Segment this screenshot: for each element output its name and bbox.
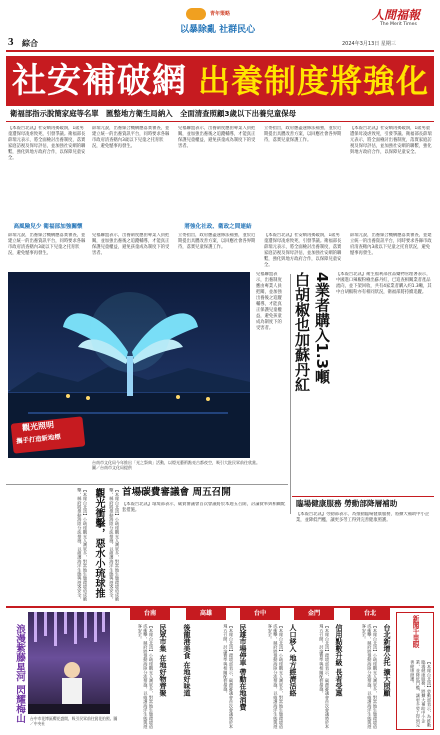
bottom-col-text-3: 【本報台北訊】小琉球觀光人潮眾多，對當地生態環境造成衝擊，縣府將推動海陸分流措施，以維護海洋生態與遊客安全。: [267, 624, 284, 729]
region-tab-kaohsiung: 高雄: [186, 608, 226, 620]
section-label: 綜合: [22, 39, 38, 48]
vertical-headline-1: 白胡椒也加蘇丹紅: [293, 272, 311, 392]
lower-b-text: 【本報台北訊】環境部表示，碳費審議會首次會議將於本週五召開，討論費率與相關配套措施。: [122, 502, 286, 513]
headline-left: 社安補破網: [12, 61, 187, 101]
lower-rule: [6, 484, 288, 485]
lead-article-col5b: 薛瑞元說，出養媒合機構應落實審查，並建立統一的出養資訊平台，同時要求各縣市政府清查轄內3歲以下兒童之托育狀況，避免憾事再發生。: [350, 233, 432, 256]
bottom-col-text-5: 【本報台北訊】小琉球觀光人潮眾多，對當地生態環境造成衝擊，縣府將推動海陸分流措施，以維護海洋生態與遊客安全。: [361, 624, 378, 729]
bottom-vertical-head-1: 民眾市集 在地好物齊聚: [159, 624, 167, 697]
photo-badge-line2: 攜手打造新地標: [15, 432, 62, 446]
headline-sub: 衛福部指示脫簡家庭等名單 匯整地方衛生局納入 全面清查照顧3歲以下出養兒童保母: [10, 109, 296, 118]
photo-side-col: 兒福聯盟表示，出養制度應由專業人員把關，並加強出養後之追蹤輔導，才能真正保護兒童權益，避免孩童成為制度下的受害者。: [256, 272, 282, 331]
vertical-head-divider: [290, 274, 291, 514]
bottom-vertical-head-2: 後龍港美食 在地好味道: [183, 624, 191, 697]
news-box-title: 新聞千里眼: [411, 615, 419, 648]
bottom-photo-caption: 台中市花博區櫻花盛開，吸引民眾前往賞花拍照。圖／中央社: [30, 716, 118, 726]
photo-caption: 台南市文化局今年推出「光之祭典」活動，以燈光藝術點亮古都夜空，吸引大批民眾前往欣賞。圖／台南市文化局提供: [92, 460, 260, 471]
page-number: 3: [8, 36, 14, 48]
bottom-col-text-2: 【本報台北訊】環境部表示，碳費審議會首次會議將於本週五召開，討論費率與相關配套措施。: [223, 624, 234, 729]
bottom-photo-illustration: [28, 612, 110, 714]
region-tab-taichung: 台中: [240, 608, 280, 620]
bottom-vertical-head-0: 浪漫紫藤星河 閃耀梅山: [14, 624, 25, 724]
second-head-rule: [292, 496, 434, 497]
subhead-a: 高風險兒少 衛福部加強關懷: [13, 224, 83, 230]
lead-article-col5: 【本報台北訊】社安網再揭破洞，1歲男童遭保母凌虐致死，引發爭議。衛福部長薛瑞元表示，將全面檢討出養制度，落實家庭訪視及保母評估，並加強社安網的聯繫，強化與地方政府合作，以保障兒童安全。: [350, 126, 432, 155]
lead-article-col2b: 兒福聯盟表示，出養制度應由專業人員把關，並加強出養後之追蹤輔導，才能真正保護兒童權益，避免孩童成為制度下的受害者。: [92, 233, 170, 256]
lead-article-col3b: 立委指出，政府應盡速修法補強，並於近期提出具體改善方案，以回應社會各界期待，落實兒童保護工作。: [178, 233, 256, 250]
lower-left-text: 【本報台北訊】小琉球觀光人潮眾多，對當地生態環境造成衝擊，縣府將推動海陸分流措施，以維護海洋生態與遊客安全。: [77, 488, 88, 602]
second-article: 【本報台北訊】勞動部表示，為推動臨場健康服務，將擴大補助中小企業，並降低門檻，讓更多勞工得到完善健康照護。: [296, 512, 430, 523]
lower-a-text: 【本報台北訊】小琉球觀光人潮眾多，對當地生態環境造成衝擊，縣府將推動海陸分流措施，以維護海洋生態與遊客安全。: [109, 488, 120, 602]
bottom-col-text-1: 【本報台北訊】小琉球觀光人潮眾多，對當地生態環境造成衝擊，縣府將推動海陸分流措施，以維護海洋生態與遊客安全。: [137, 624, 154, 729]
lead-article-col3: 兒福聯盟表示，出養制度應由專業人員把關，並加強出養後之追蹤輔導，才能真正保護兒童權益，避免孩童成為制度下的受害者。: [178, 126, 256, 149]
lead-article-col2: 薛瑞元說，出養媒合機構應落實審查，並建立統一的出養資訊平台，同時要求各縣市政府清查轄內3歲以下兒童之托育狀況，避免憾事再發生。: [92, 126, 170, 149]
brand-small: 青年策略: [210, 11, 231, 17]
region-tab-tainan: 台南: [130, 608, 170, 620]
bottom-vertical-head-3: 民雄市場停車 帶動在地消費: [239, 624, 247, 711]
lead-article-col4b: 【本報台北訊】社安網再揭破洞，1歲男童遭保母凌虐致死，引發爭議。衛福部長薛瑞元表示，將全面檢討出養制度，落實家庭訪視及保母評估，並加強社安網的聯繫，強化與地方政府合作，以保障兒童安全。: [264, 233, 342, 268]
lead-article-col4: 立委指出，政府應盡速修法補強，並於近期提出具體改善方案，以回應社會各界期待，落實兒童保護工作。: [264, 126, 342, 143]
issue-date: 2024年3月13日 星期三: [342, 41, 396, 47]
second-headline: 臨場健康服務 勞動部降層補助: [296, 499, 398, 508]
bottom-col-text-4: 【本報台北訊】環境部表示，碳費審議會首次會議將於本週五召開，討論費率與相關配套措施。: [319, 624, 330, 729]
lower-headline-a: 觀光衝擊，惡水小琉球推: [93, 488, 104, 598]
lead-article-col1b: 薛瑞元說，出養媒合機構應落實審查，並建立統一的出養資訊平台，同時要求各縣市政府清查轄內3歲以下兒童之托育狀況，避免憾事再發生。: [8, 233, 86, 256]
photo-badge-line1: 觀光照明: [21, 420, 55, 433]
region-tab-kinmen: 金門: [294, 608, 334, 620]
masthead: [0, 0, 440, 52]
lead-article-col1: 【本報台北訊】社安網再揭破洞，1歲男童遭保母凌虐致死，引發爭議。衛福部長薛瑞元表示，將全面檢討出養制度，落實家庭訪視及保母評估，並加強社安網的聯繫，強化與地方政府合作，以保障兒童安全。: [8, 126, 86, 161]
headline-right: 出養制度將強化: [198, 62, 430, 100]
vertical-article: 【本報台北訊】衛生福利部食品藥物管理署表示，中國進口辣椒粉檢出蘇丹紅，已追查相關業者產品流向，並下架回收，共有4家業者購入約1.3噸，其中白胡椒粉亦有相同狀況，衛福部將持續追蹤。: [336, 272, 432, 295]
paper-name-en: The Merit Times: [380, 22, 417, 27]
region-tab-taipei: 台北: [350, 608, 390, 620]
bottom-vertical-head-6: 台北新增公托 擴大照顧: [383, 624, 391, 697]
bottom-photo: [28, 612, 110, 714]
masthead-rule: [6, 50, 434, 52]
headline-sub-rule: [6, 121, 434, 122]
subhead-b: 將強化社政、衛政之間連結: [184, 224, 252, 230]
bottom-vertical-head-4: 人口移入 地方經濟活絡: [289, 624, 297, 697]
vertical-headline-2: 4業者購入1.3噸: [313, 272, 331, 385]
brand-badge: [186, 8, 206, 20]
lower-headline-b: 首場碳費審議會 周五召開: [122, 487, 231, 498]
news-box-text: 【本報台北訊】勞動部表示，為推動臨場健康服務，將擴大補助中小企業，並降低門檻，讓更多勞工得到完善健康照護。: [410, 660, 432, 728]
bottom-vertical-head-5: 信用點數升級 長者受惠: [335, 624, 343, 697]
slogan: 以暴除亂 社群民心: [180, 25, 256, 35]
paper-name-logo: 人間福報: [372, 8, 421, 22]
